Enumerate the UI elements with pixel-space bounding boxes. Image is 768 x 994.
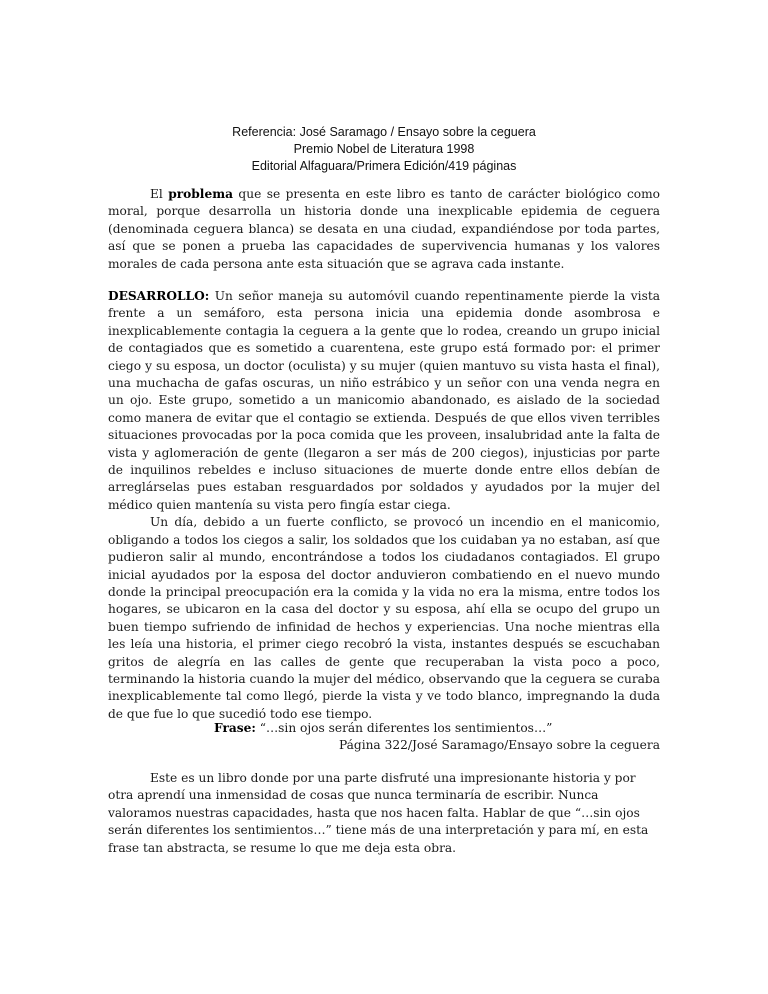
desarrollo-paragraph-2: Un día, debido a un fuerte conflicto, se provocó un incendio en el manicomio, obligando a todos los ciegos a salir, los soldados que los cuidaban ya no estaban, así que pudieron salir al mundo, encontrándose a todos los ciudadanos contagiados. El grupo inicial ayudados por la esposa del doctor anduvieron combatiendo en el nuevo mundo donde la principal preocupación era la comida y la vida no era la misma, entre todos los hogares, se ubicaron en la casa del doctor y su esposa, ahí ella se ocupo del grupo un buen tiempo sufriendo de infinidad de hechos y experiencias. Una noche mientras ella les leía una historia, el primer ciego recobró la vista, instantes después se escuchaban gritos de alegría en las calles de gente que recuperaban la vista poco a poco, terminando la historia cuando la mujer del médico, observando que la ceguera se curaba inexplicablemente tal como llegó, pierde la vista y ve todo blanco, impregnando la duda de que fue lo que sucedió todo ese tiempo. [108, 515, 660, 721]
desarrollo-text: Un señor maneja su automóvil cuando repentinamente pierde la vista frente a un semáforo, esta persona inicia una epidemia donde asombrosa e inexplicablemente contagia la ceguera a la gente que lo rodea, creando un grupo inicial de contagiados que es sometido a cuarentena, este grupo está formado por: el primer ciego y su esposa, un doctor (oculista) y su mujer (quien mantuvo su vista hasta el final), una muchacha de gafas oscuras, un niño estrábico y un señor con una venda negra en un ojo. Este grupo, sometido a un manicomio abandonado, es aislado de la sociedad como manera de evitar que el contagio se extienda. Después de que ellos viven terribles situaciones provocadas por la poca comida que les proveen, insalubridad ante la falta de vista y aglomeración de gente (llegaron a ser más de 200 ciegos), injusticias por parte de inquilinos rebeldes e incluso situaciones de muerte donde entre ellos debían de arreglárselas pues estaban resguardados por soldados y ayudados por la mujer del médico quien mantenía su vista pero fingía estar ciega. [108, 289, 660, 512]
conclusion-paragraph: Este es un libro donde por una parte disfruté una impresionante historia y por otra aprendí una inmensidad de cosas que nunca terminaría de escribir. Nunca valoramos nuestras capacidades, hasta que nos hacen falta. Hablar de que “…sin ojos serán diferentes los sentimientos…” tiene más de una interpretación y para mí, en esta frase tan abstracta, se resume lo que me deja esta obra. [108, 771, 649, 855]
frase-source: Página 322/José Saramago/Ensayo sobre la ceguera [338, 738, 660, 753]
frase-label: Frase: [214, 721, 256, 735]
frase-line [108, 720, 660, 737]
desarrollo-heading: DESARROLLO: [108, 289, 210, 303]
intro-section [108, 186, 660, 273]
conclusion-section [108, 770, 660, 857]
intro-text: que se presenta en este libro es tanto de carácter biológico como moral, porque desarrolla un historia donde una inexplicable epidemia de ceguera (denominada ceguera blanca) se desata en una ciudad, expandiéndose por toda partes, así que se ponen a prueba las capacidades de supervivencia humanas y los valores morales de cada persona ante esta situación que se agrava cada instante. [108, 187, 660, 271]
edition-line: Editorial Alfaguara/Primera Edición/419 páginas [251, 159, 517, 173]
frase-section [108, 720, 660, 755]
problema-keyword: problema [168, 187, 233, 201]
intro-lead: El [150, 187, 169, 201]
desarrollo-section [108, 288, 660, 723]
reference-header [0, 124, 768, 175]
desarrollo-paragraph [108, 288, 660, 514]
intro-paragraph [108, 186, 660, 273]
frase-quote: “…sin ojos serán diferentes los sentimientos…” [255, 721, 553, 735]
reference-line: Referencia: José Saramago / Ensayo sobre la ceguera [232, 125, 536, 139]
award-line: Premio Nobel de Literatura 1998 [293, 142, 475, 156]
